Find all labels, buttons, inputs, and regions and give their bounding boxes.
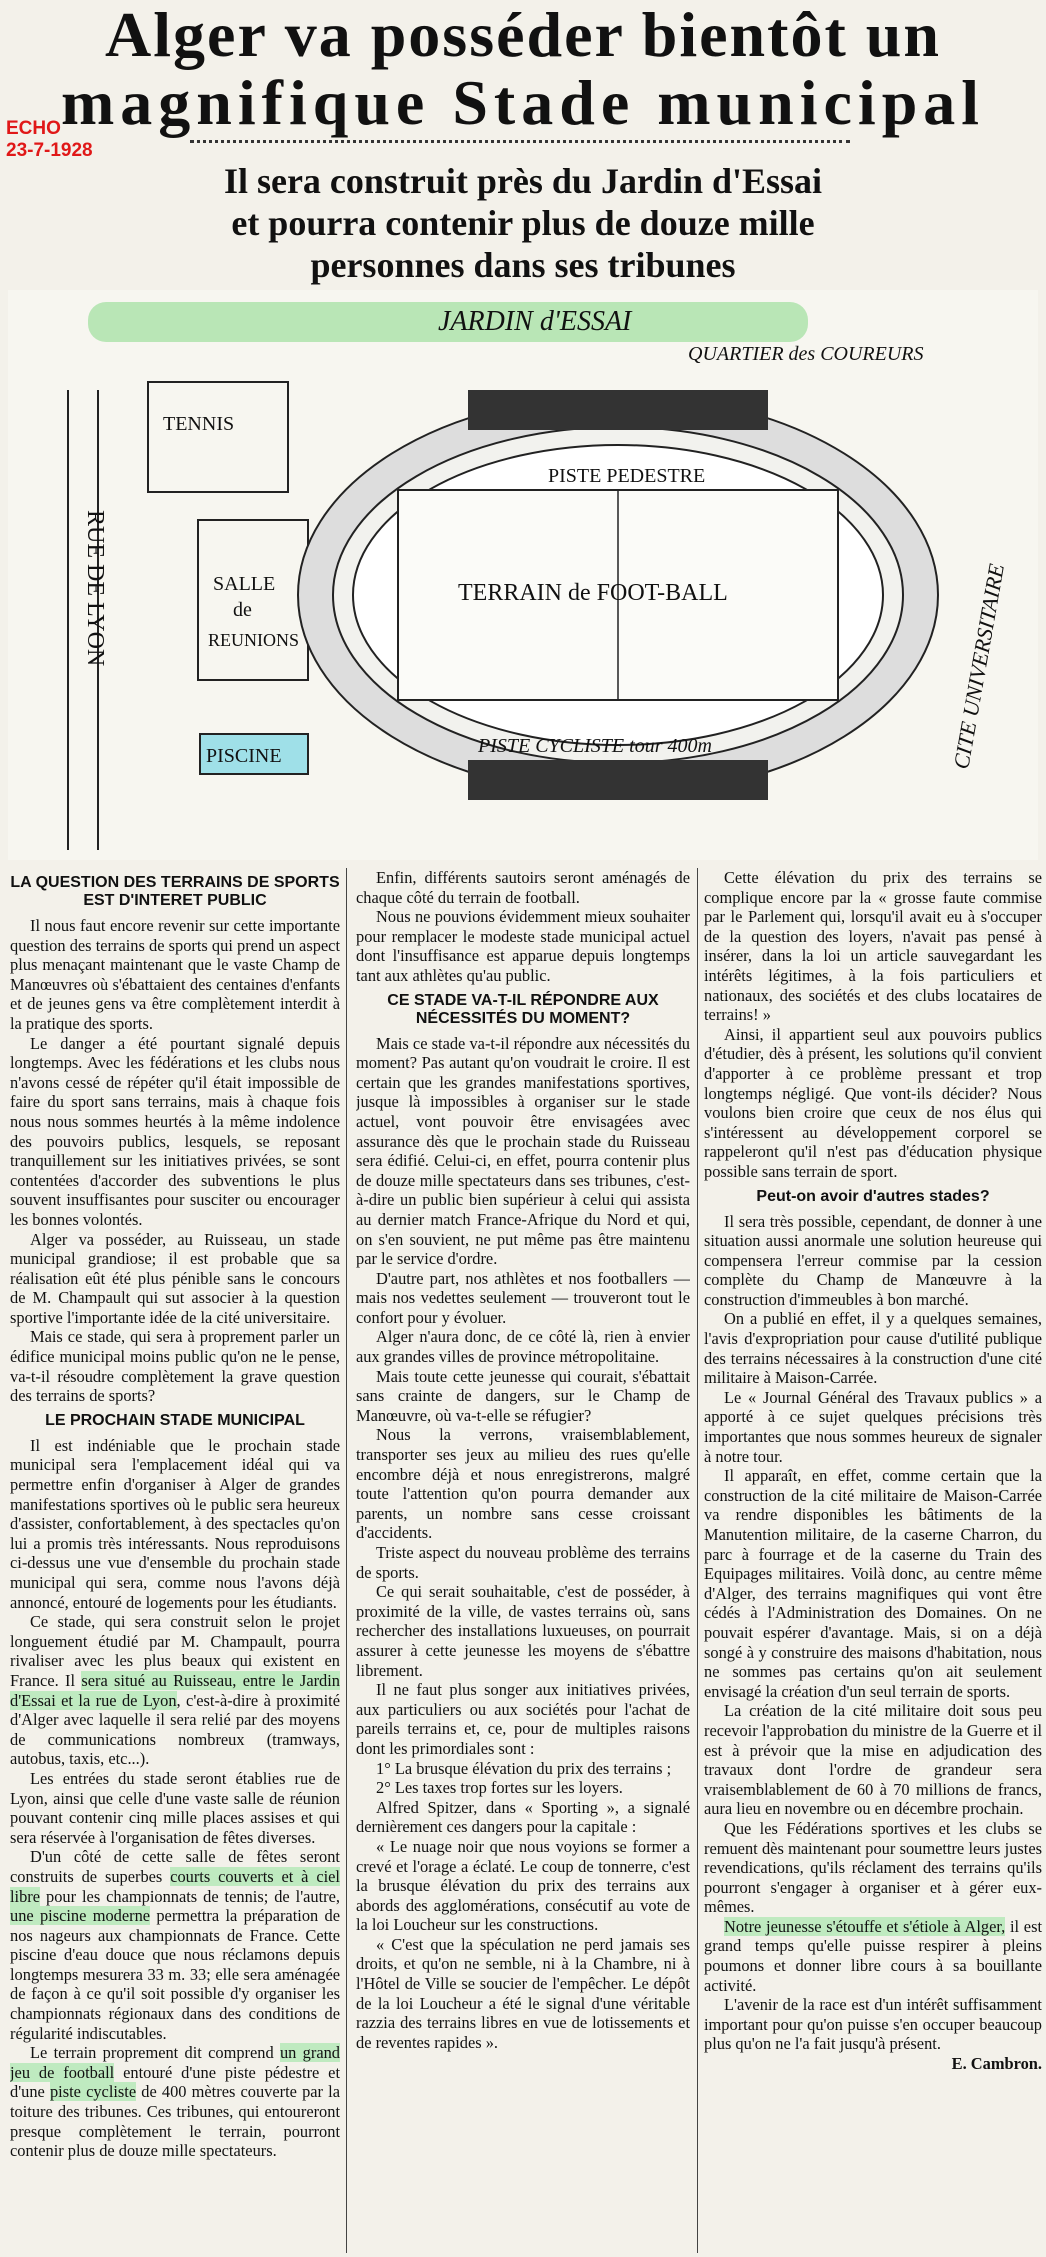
- paragraph: Alger va posséder, au Ruisseau, un stade municipal grandiose; il est probable que sa réalisation eût été plus pénible sans le concours de M. Champault qui sut associer à la question sportive l'importante idée de la cité universitaire.: [10, 1229, 340, 1327]
- paragraph: On a publié en effet, il y a quelques semaines, l'avis d'expropriation pour cause d'utilité publique des terrains nécessaires à la construction d'une cité militaire à Maison-Carrée.: [704, 1309, 1042, 1388]
- signature: E. Cambron.: [951, 2054, 1042, 2074]
- paragraph: Mais ce stade va-t-il répondre aux nécessités du moment? Pas autant qu'on voudrait le croire. Il est certain que les grandes manifestations sportives, jusque là impossibles à organiser sur le stade actuel, vont pouvoir être envisagées avec assurance dès que le prochain stade du Ruisseau sera édifié. Celui-ci, en effet, pourra contenir plus de douze mille spectateurs dans ses tribunes, c'est-à-dire un public bien supérieur à celui qui assista au dernier match France-Afrique du Nord et qui, on s'en souvient, ne put même pas être maintenu par le service d'ordre.: [356, 1033, 690, 1269]
- decorative-rule: [190, 132, 850, 143]
- subheadline-line-1: Il sera construit près du Jardin d'Essai: [223, 161, 823, 201]
- paragraph: Que les Fédérations sportives et les clubs se remuent dès maintenant pour soumettre leurs justes revendications, qu'ils réclament des terrains qu'ils pourront s'engager à organiser et à gérer eux-mêmes.: [704, 1818, 1042, 1917]
- paragraph: Nous ne pouvions évidemment mieux souhaiter pour remplacer le modeste stade municipal actuel dont l'insuffisance est apparue depuis longtemps tant aux athlètes qu'au public.: [356, 907, 690, 985]
- pool-label: PISCINE: [206, 745, 282, 767]
- paragraph: Alfred Spitzer, dans « Sporting », a signalé dernièrement ces dangers pour la capitale :: [356, 1797, 690, 1837]
- paragraph: Les entrées du stade seront établies rue de Lyon, ainsi que celle d'une vaste salle de réunion pouvant contenir cinq mille places assises et qui sera réservée à l'organisation de fêtes diverses.: [10, 1768, 340, 1847]
- cite-label: CITE UNIVERSITAIRE: [948, 561, 1010, 771]
- section-heading: LE PROCHAIN STADE MUNICIPAL: [45, 1411, 305, 1429]
- source-date: 23-7-1928: [6, 140, 93, 161]
- paragraph: « C'est que la spéculation ne perd jamais ses droits, et qu'on ne semble, ni à la Chambre, ni à l'Hôtel de Ville se soucier de l'empêcher. Le dépôt de la loi Loucheur a été le signal d'une véritable razzia des terrains libres en vue de lotissements et de reventes rapides ».: [356, 1934, 690, 2052]
- paragraph: D'autre part, nos athlètes et nos footballers — mais nos vedettes seulement — trouveront tout le confort pour y évoluer.: [356, 1268, 690, 1327]
- paragraph: Il est indéniable que le prochain stade municipal sera l'emplacement idéal qui va permettre enfin d'organiser à Alger de grandes manifestations sportives où le public sera heureux d'assister, confortablement, à des spectacles qu'on lui a promis très intéressants. Nous reproduisons ci-dessus une vue d'ensemble du prochain stade municipal qui sera, comme nous l'avons déjà annoncé, entouré de logements pour les étudiants.: [10, 1435, 340, 1612]
- paragraph: Il nous faut encore revenir sur cette importante question des terrains de sports qui prend un aspect plus menaçant maintenant que le vaste Champ de Manœuvres où s'ébattaient des centaines d'enfants et de jeunes gens va être complètement interdit à la pratique des sports.: [10, 916, 340, 1033]
- paragraph: Le danger a été pourtant signalé depuis longtemps. Avec les fédérations et les clubs nous n'avons cessé de répéter qu'il était impossible de faire du sport sans terrains, mais à chaque fois nous nous sommes heurtés à la même indolence des pouvoirs publics, lesquels, se reposant tranquillement sur les initiatives privées, se sont contentées d'accorder des subventions le plus souvent insuffisantes pour susciter ou encourager les bonnes volontés.: [10, 1033, 340, 1229]
- paragraph: Notre jeunesse s'étouffe et s'étiole à Alger, il est grand temps qu'elle puisse respirer à pleins poumons et donner libre cours à sa bouillante activité.: [704, 1916, 1042, 1995]
- garden-label: JARDIN d'ESSAI: [438, 306, 632, 337]
- hall-label-3: REUNIONS: [208, 630, 300, 650]
- paragraph: Le « Journal Général des Travaux publics » a apporté à ce sujet quelques précisions très importantes que nous sommes heureux de signaler à notre tour.: [704, 1387, 1042, 1466]
- column-rule: [346, 868, 347, 2253]
- section-heading: CE STADE VA-T-IL RÉPONDRE AUX NÉCESSITÉS DU MOMENT?: [387, 991, 659, 1027]
- stadium-plan: [8, 290, 1038, 860]
- hall-label-2: de: [233, 599, 252, 621]
- article-column-2: [356, 868, 690, 2253]
- street-label: RUE DE LYON: [82, 510, 108, 667]
- runners-label: QUARTIER des COUREURS: [688, 343, 924, 365]
- paragraph: 2° Les taxes trop fortes sur les loyers.: [376, 1778, 623, 1798]
- paragraph: Triste aspect du nouveau problème des terrains de sports.: [356, 1543, 690, 1582]
- tennis-label: TENNIS: [163, 413, 235, 435]
- subheadline-line-3: personnes dans ses tribunes: [310, 245, 736, 285]
- cycle-label: PISTE CYCLISTE tour 400m: [478, 735, 712, 757]
- field-label: TERRAIN de FOOT-BALL: [458, 580, 728, 606]
- hall-label-1: SALLE: [213, 573, 276, 595]
- paragraph: Ainsi, il appartient seul aux pouvoirs publics d'étudier, dès à présent, les solutions qu'il convient d'apporter à ce problème pressant et trop longtemps négligé. Que vont-ils décider? Nous voulons bien croire que ceux de nos élus qui s'intéressent au développement corporel se rappeleront qu'il n'est pas d'éducation physique possible sans terrain de sport.: [704, 1024, 1042, 1181]
- track-label: PISTE PEDESTRE: [548, 465, 706, 487]
- subheadline-line-2: et pourra contenir plus de douze mille: [231, 203, 815, 243]
- paragraph: D'un côté de cette salle de fêtes seront construits de superbes courts couverts et à ciel libre pour les championnats de tennis; de l'autre, une piscine moderne permettra la préparation de nos nageurs aux championnats de France. Cette piscine d'eau douce que nous réclamons depuis longtemps mesurera 33 m. 33; elle sera aménagée de façon à ce qu'il soit possible d'y organiser les championnats régionaux dans des conditions de régularité indiscutables.: [10, 1847, 340, 2043]
- section-heading: Peut-on avoir d'autres stades?: [756, 1187, 990, 1205]
- paragraph: Cette élévation du prix des terrains se complique encore par la « grosse faute commise par le Parlement qui, lorsqu'il avait eu à s'occuper de la question des loyers, n'avait pas pensé à insérer, dans la loi un article sauvegardant les intérêts légitimes, à la fois particuliers et nationaux, des sociétés et des clubs locataires de terrains! »: [704, 868, 1042, 1025]
- paragraph: La création de la cité militaire doit sous peu recevoir l'approbation du ministre de la Guerre et il est à prévoir que la mise en adjudication des travaux dont l'ordre de grandeur sera vraisemblablement de 60 à 70 millions de francs, aura lieu en novembre ou en décembre prochain.: [704, 1701, 1042, 1819]
- paragraph: Il ne faut plus songer aux initiatives privées, aux particuliers ou aux sociétés pour l'achat de pareils terrains et, ce, pour de multiples raisons dont les primordiales sont :: [356, 1680, 690, 1758]
- paragraph: 1° La brusque élévation du prix des terrains ;: [376, 1758, 672, 1778]
- article-column-1: [10, 868, 340, 2253]
- source-stamp: [6, 118, 93, 162]
- paragraph: L'avenir de la race est d'un intérêt suffisamment important pour qu'on puisse s'en occuper beaucoup plus qu'on ne l'a fait jusqu'à présent.: [704, 1995, 1042, 2054]
- source-name: ECHO: [6, 118, 61, 139]
- article-column-3: [704, 868, 1042, 2253]
- paragraph: Nous la verrons, vraisemblablement, transporter ses jeux au milieu des rues qu'elle encombre déjà et nous enregistrerons, malgré toute l'attention qu'on pourra demander aux parents, un nombre sans cesse croissant d'accidents.: [356, 1425, 690, 1543]
- paragraph: Mais toute cette jeunesse qui courait, s'ébattait sans crainte de dangers, sur le Champ de Manœuvre, où va-t-elle se réfugier?: [356, 1366, 690, 1425]
- paragraph: Mais ce stade, qui sera à proprement parler un édifice municipal moins public qu'on ne le pense, va-t-il résoudre complètement la grave question des terrains de sports?: [10, 1327, 340, 1406]
- paragraph: Ce stade, qui sera construit selon le projet longuement étudié par M. Champault, pourra rivaliser avec les plus beaux qui existent en France. Il sera situé au Ruisseau, entre le Jardin d'Essai et la rue de Lyon, c'est-à-dire à proximité d'Alger avec laquelle il sera relié par des moyens de communications nombreux (tramways, autobus, taxis, etc...).: [10, 1612, 340, 1769]
- paragraph: Il apparaît, en effet, comme certain que la construction de la cité militaire de Maison-Carrée va rendre disponibles les bâtiments de la Manutention militaire, de la caserne Charron, du parc à fourrage et de la caserne du Train des Equipages militaires. Voilà donc, au centre même d'Alger, des terrains magnifiques qui vont être cédés à l'Administration des Domaines. On ne pouvait espérer d'avantage. Mais, si on a déjà songé à y construire des maisons d'habitation, nous ne sommes pas certains qu'on ait seulement envisagé la création d'un seul terrain de sports.: [704, 1466, 1042, 1701]
- paragraph: Alger n'aura donc, de ce côté là, rien à envier aux grandes villes de province métropolitaine.: [356, 1327, 690, 1367]
- section-heading: LA QUESTION DES TERRAINS DE SPORTS EST D'INTERET PUBLIC: [10, 874, 340, 909]
- headline-line-2: magnifique Stade municipal: [60, 67, 986, 138]
- paragraph: Ce qui serait souhaitable, c'est de posséder, à proximité de la ville, de vastes terrains où, sans rechercher des installations luxueuses, on pourrait assurer à cette jeunesse les moyens de s'ébattre librement.: [356, 1582, 690, 1680]
- column-rule: [697, 868, 698, 2253]
- paragraph: Enfin, différents sautoirs seront aménagés de chaque côté du terrain de football.: [356, 868, 690, 907]
- headline-line-1: Alger va posséder bientôt un: [105, 0, 941, 70]
- paragraph: Il sera très possible, cependant, de donner à une situation aussi anormale une solution heureuse qui compensera l'erreur commise par la cession complète du Champ de Manœuvre à la construction d'immeubles à bon marché.: [704, 1211, 1042, 1309]
- paragraph: Le terrain proprement dit comprend un grand jeu de football entouré d'une piste pédestre et d'une piste cycliste de 400 mètres couverte par la toiture des tribunes. Ces tribunes, qui entoureront presque complètement le terrain, pourront contenir plus de douze mille spectateurs.: [10, 2043, 340, 2161]
- paragraph: « Le nuage noir que nous voyions se former a crevé et l'orage a éclaté. Le coup de tonnerre, c'est la brusque élévation du prix des terrains aux abords des agglomérations, consécutif au vote de la loi Loucheur sur les constructions.: [356, 1836, 690, 1935]
